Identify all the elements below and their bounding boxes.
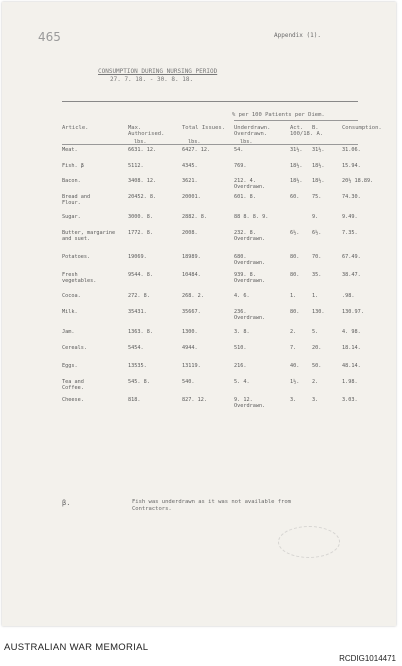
table-cell-article: Meat. [62, 147, 78, 153]
overdrawn-note: Overdrawn. [234, 260, 266, 266]
table-cell-article: Sugar. [62, 214, 81, 220]
table-cell-consumption: 67.49. [342, 254, 361, 260]
table-cell-a: 18½. [290, 178, 303, 184]
table-cell-max: 3000. 8. [128, 214, 153, 220]
table-cell-a: 31½. [290, 147, 303, 153]
table-cell-consumption: 130.97. [342, 309, 364, 315]
table-cell-under: 939. 8. [234, 272, 256, 278]
column-unit: lbs. [188, 139, 201, 145]
table-cell-under: 232. 8. [234, 230, 256, 236]
table-cell-consumption: 7.35. [342, 230, 358, 236]
table-cell-article: Butter, margarine and suet. [62, 230, 116, 242]
table-cell-under: 88 8. 8. 9. [234, 214, 269, 220]
overdrawn-note: Overdrawn. [234, 315, 266, 321]
table-cell-b: 75. [312, 194, 322, 200]
table-cell-article: Bacon. [62, 178, 81, 184]
table-cell-b: 6½. [312, 230, 322, 236]
table-cell-consumption: 4. 98. [342, 329, 361, 335]
column-unit: lbs. [134, 139, 147, 145]
column-header: Total Issues. [182, 125, 226, 131]
table-cell-under: 510. [234, 345, 247, 351]
page-number: 465 [38, 30, 61, 44]
table-cell-under: 3. 8. [234, 329, 250, 335]
table-cell-under: 4. 6. [234, 293, 250, 299]
table-cell-total: 13119. [182, 363, 201, 369]
table-cell-article: Milk. [62, 309, 78, 315]
overdrawn-note: Overdrawn. [234, 278, 266, 284]
table-cell-b: 2. [312, 379, 319, 385]
column-header: Consumption. [342, 125, 382, 131]
footnote-text [132, 499, 291, 513]
column-header: Underdrawn. Overdrawn. [234, 125, 271, 137]
table-cell-max: 272. 8. [128, 293, 150, 299]
table-cell-b: 1. [312, 293, 319, 299]
table-cell-consumption: 3.03. [342, 397, 358, 403]
table-cell-article: Jam. [62, 329, 75, 335]
table-cell-a: 40. [290, 363, 300, 369]
table-cell-total: 1300. [182, 329, 198, 335]
footnote-line-2: Contractors. [132, 506, 172, 512]
percent-header-rule [234, 120, 358, 121]
table-cell-under: 9. 12. [234, 397, 253, 403]
table-cell-total: 6427. 12. [182, 147, 211, 153]
appendix-label: Appendix (1). [274, 32, 321, 39]
table-cell-article: Tea and Coffee. [62, 379, 84, 391]
table-cell-b: 130. [312, 309, 325, 315]
table-cell-total: 2008. [182, 230, 198, 236]
table-cell-b: 50. [312, 363, 322, 369]
table-cell-b: 18½. [312, 178, 325, 184]
column-header: Act. 100/18. A. [290, 125, 324, 137]
table-cell-total: 2882. 8. [182, 214, 207, 220]
footnote-mark: β. [62, 499, 71, 507]
table-cell-a: 2. [290, 329, 297, 335]
table-cell-a: 60. [290, 194, 300, 200]
table-cell-consumption: 20½ 18.89. [342, 178, 374, 184]
table-cell-a: 3. [290, 397, 297, 403]
column-unit: lbs. [240, 139, 253, 145]
table-cell-article: Cereals. [62, 345, 87, 351]
table-cell-consumption: 48.14. [342, 363, 361, 369]
table-cell-max: 5454. [128, 345, 144, 351]
table-cell-max: 13535. [128, 363, 147, 369]
document-page [2, 2, 396, 626]
table-cell-article: Eggs. [62, 363, 78, 369]
table-cell-max: 9544. 8. [128, 272, 153, 278]
table-cell-max: 545. 8. [128, 379, 150, 385]
table-cell-total: 20001. [182, 194, 201, 200]
column-header: Article. [62, 125, 89, 131]
table-cell-max: 3408. 12. [128, 178, 157, 184]
table-cell-consumption: 31.06. [342, 147, 361, 153]
table-cell-under: 212. 4. [234, 178, 256, 184]
overdrawn-note: Overdrawn. [234, 184, 266, 190]
overdrawn-note: Overdrawn. [234, 403, 266, 409]
table-cell-under: 769. [234, 163, 247, 169]
overdrawn-note: Overdrawn. [234, 236, 266, 242]
table-header-rule [62, 144, 358, 145]
percent-header: % per 100 Patients per Diem. [232, 112, 325, 118]
table-cell-consumption: 18.14. [342, 345, 361, 351]
table-cell-b: 5. [312, 329, 319, 335]
column-header: B. [312, 125, 319, 131]
table-cell-consumption: 15.94. [342, 163, 361, 169]
table-cell-a: 6½. [290, 230, 300, 236]
table-cell-max: 5112. [128, 163, 144, 169]
table-cell-article: Cocoa. [62, 293, 81, 299]
table-cell-max: 1772. 8. [128, 230, 153, 236]
table-cell-a: 1½. [290, 379, 300, 385]
table-cell-max: 19069. [128, 254, 147, 260]
table-cell-b: 35. [312, 272, 322, 278]
table-cell-article: Fish. β [62, 163, 84, 169]
table-cell-a: 80. [290, 254, 300, 260]
table-cell-total: 4944. [182, 345, 198, 351]
table-cell-max: 20452. 8. [128, 194, 157, 200]
table-cell-a: 80. [290, 272, 300, 278]
table-cell-total: 540. [182, 379, 195, 385]
table-cell-a: 18½. [290, 163, 303, 169]
table-cell-b: 18½. [312, 163, 325, 169]
table-cell-article: Bread and Flour. [62, 194, 91, 206]
table-cell-total: 10484. [182, 272, 201, 278]
table-cell-consumption: 1.98. [342, 379, 358, 385]
table-cell-article: Potatoes. [62, 254, 91, 260]
table-cell-under: 680. [234, 254, 247, 260]
table-cell-under: 54. [234, 147, 244, 153]
table-top-rule [62, 101, 358, 102]
archive-credit: AUSTRALIAN WAR MEMORIAL [4, 642, 149, 653]
table-cell-consumption: .98. [342, 293, 355, 299]
table-cell-b: 3. [312, 397, 319, 403]
document-title: CONSUMPTION DURING NURSING PERIOD [98, 68, 218, 75]
table-cell-total: 3621. [182, 178, 198, 184]
column-header: Max. Authorised. [128, 125, 165, 137]
table-cell-b: 9. [312, 214, 319, 220]
table-cell-under: 5. 4. [234, 379, 250, 385]
table-cell-consumption: 9.49. [342, 214, 358, 220]
table-cell-under: 236. [234, 309, 247, 315]
table-cell-b: 31½. [312, 147, 325, 153]
table-cell-total: 268. 2. [182, 293, 204, 299]
table-cell-article: Fresh vegetables. [62, 272, 97, 284]
document-date-range: 27. 7. 18. - 30. 8. 18. [110, 76, 194, 83]
table-cell-a: 1. [290, 293, 297, 299]
table-cell-consumption: 74.30. [342, 194, 361, 200]
table-cell-b: 70. [312, 254, 322, 260]
table-cell-b: 20. [312, 345, 322, 351]
table-cell-total: 4345. [182, 163, 198, 169]
archive-reference: RCDIG1014471 [339, 654, 396, 663]
table-cell-max: 818. [128, 397, 141, 403]
table-cell-under: 216. [234, 363, 247, 369]
table-cell-a: 7. [290, 345, 297, 351]
table-cell-total: 827. 12. [182, 397, 207, 403]
table-cell-article: Cheese. [62, 397, 84, 403]
pencil-annotation [278, 526, 340, 558]
table-cell-total: 18989. [182, 254, 201, 260]
table-cell-a: 80. [290, 309, 300, 315]
table-cell-max: 35431. [128, 309, 147, 315]
table-cell-consumption: 38.47. [342, 272, 361, 278]
table-cell-total: 35667. [182, 309, 201, 315]
table-cell-max: 6631. 12. [128, 147, 157, 153]
table-cell-under: 601. 8. [234, 194, 256, 200]
table-cell-max: 1363. 8. [128, 329, 153, 335]
footnote-line-1: Fish was underdrawn as it was not available from [132, 499, 291, 505]
